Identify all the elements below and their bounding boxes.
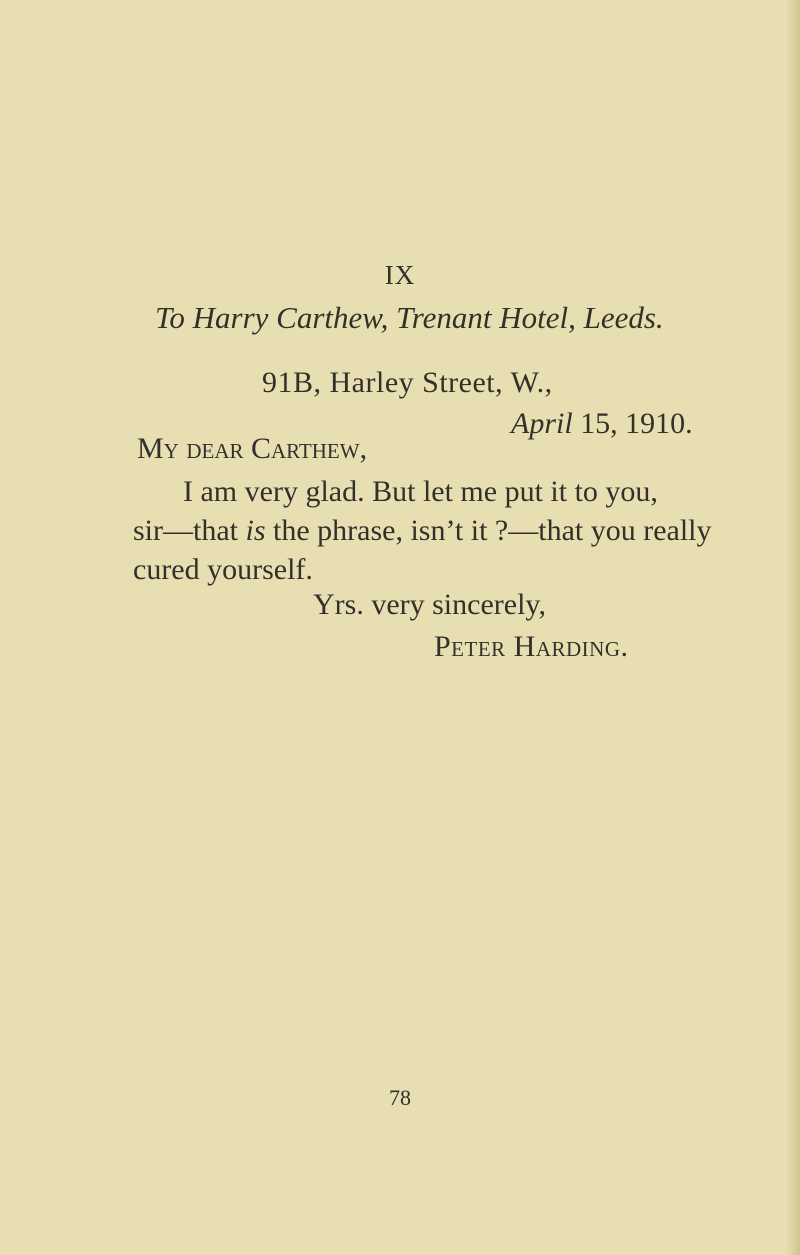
sender-address: 91B, Harley Street, W.,	[262, 366, 553, 399]
date-month: April	[511, 407, 573, 440]
letter-number: IX	[384, 260, 416, 290]
salutation: My dear Carthew,	[137, 432, 368, 465]
letter-body	[133, 472, 759, 589]
body-line-1: I am very glad. But let me put it to you,	[183, 475, 658, 508]
body-line-2	[133, 511, 759, 550]
closing: Yrs. very sincerely,	[313, 588, 546, 621]
page-edge-shadow	[786, 0, 800, 1255]
date-day-year: 15, 1910.	[572, 407, 693, 440]
body-line-2-emphasis: is	[245, 514, 266, 547]
body-line-2-end: the phrase, isn’t it ?—that you really	[265, 514, 712, 547]
body-line-3: cured yourself.	[133, 553, 313, 586]
signature: Peter Harding.	[434, 630, 629, 663]
page-number: 78	[389, 1085, 411, 1110]
addressee-line: To Harry Carthew, Trenant Hotel, Leeds.	[155, 300, 664, 335]
body-line-2-start: sir—that	[133, 514, 246, 547]
letter-date	[511, 407, 693, 441]
